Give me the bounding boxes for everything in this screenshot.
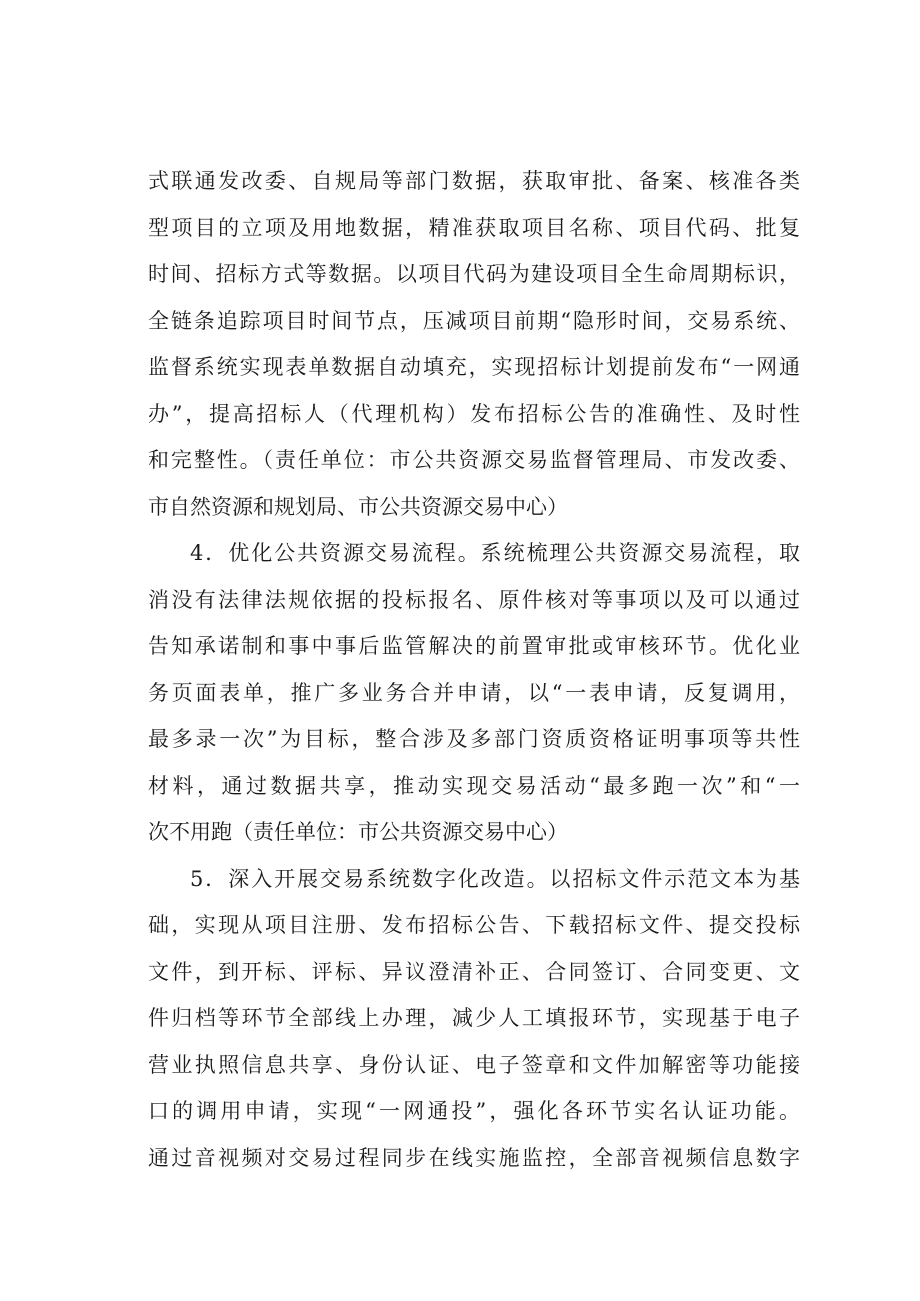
text-line: 口的调用申请，实现“一网通投”，强化各环节实名认证功能。 [148, 1099, 800, 1123]
text-line: 础，实现从项目注册、发布招标公告、下载招标文件、提交投标 [148, 913, 800, 937]
text-line: 4．优化公共资源交易流程。系统梳理公共资源交易流程，取 [190, 541, 800, 565]
text-line: 文件，到开标、评标、异议澄清补正、合同签订、合同变更、文 [148, 959, 800, 984]
text-line: 最多录一次”为目标，整合涉及多部门资质资格证明事项等共性 [148, 727, 800, 751]
text-line: 告知承诺制和事中事后监管解决的前置审批或审核环节。优化业 [148, 634, 800, 658]
text-line: 型项目的立项及用地数据，精准获取项目名称、项目代码、批复 [148, 215, 800, 240]
text-line: 次不用跑（责任单位：市公共资源交易中心） [148, 820, 568, 844]
text-line: 务页面表单，推广多业务合并申请，以“一表申请，反复调用， [148, 680, 800, 705]
text-line: 和完整性。（责任单位：市公共资源交易监督管理局、市发改委、 [148, 448, 800, 472]
text-line: 式联通发改委、自规局等部门数据，获取审批、备案、核准各类 [148, 169, 800, 193]
text-line: 通过音视频对交易过程同步在线实施监控，全部音视频信息数字 [148, 1145, 800, 1170]
paragraph-item-5 [148, 856, 800, 1182]
document-page [148, 158, 800, 1181]
text-line: 材料，通过数据共享，推动实现交易活动“最多跑一次”和“一 [148, 773, 800, 798]
paragraph-item-4 [148, 530, 800, 856]
text-line: 件归档等环节全部线上办理，减少人工填报环节，实现基于电子 [148, 1006, 800, 1030]
text-line: 5．深入开展交易系统数字化改造。以招标文件示范文本为基 [190, 866, 800, 891]
text-line: 时间、招标方式等数据。以项目代码为建设项目全生命周期标识， [148, 262, 800, 286]
paragraph-1 [148, 158, 800, 530]
text-line: 消没有法律法规依据的投标报名、原件核对等事项以及可以通过 [148, 587, 800, 612]
text-line: 市自然资源和规划局、市公共资源交易中心） [148, 494, 568, 519]
text-line: 办”，提高招标人（代理机构）发布招标公告的准确性、及时性 [148, 401, 800, 426]
text-line: 全链条追踪项目时间节点，压减项目前期“隐形时间，交易系统、 [148, 308, 800, 333]
text-line: 监督系统实现表单数据自动填充，实现招标计划提前发布“一网通 [148, 355, 800, 379]
text-line: 营业执照信息共享、身份认证、电子签章和文件加解密等功能接 [148, 1052, 800, 1077]
